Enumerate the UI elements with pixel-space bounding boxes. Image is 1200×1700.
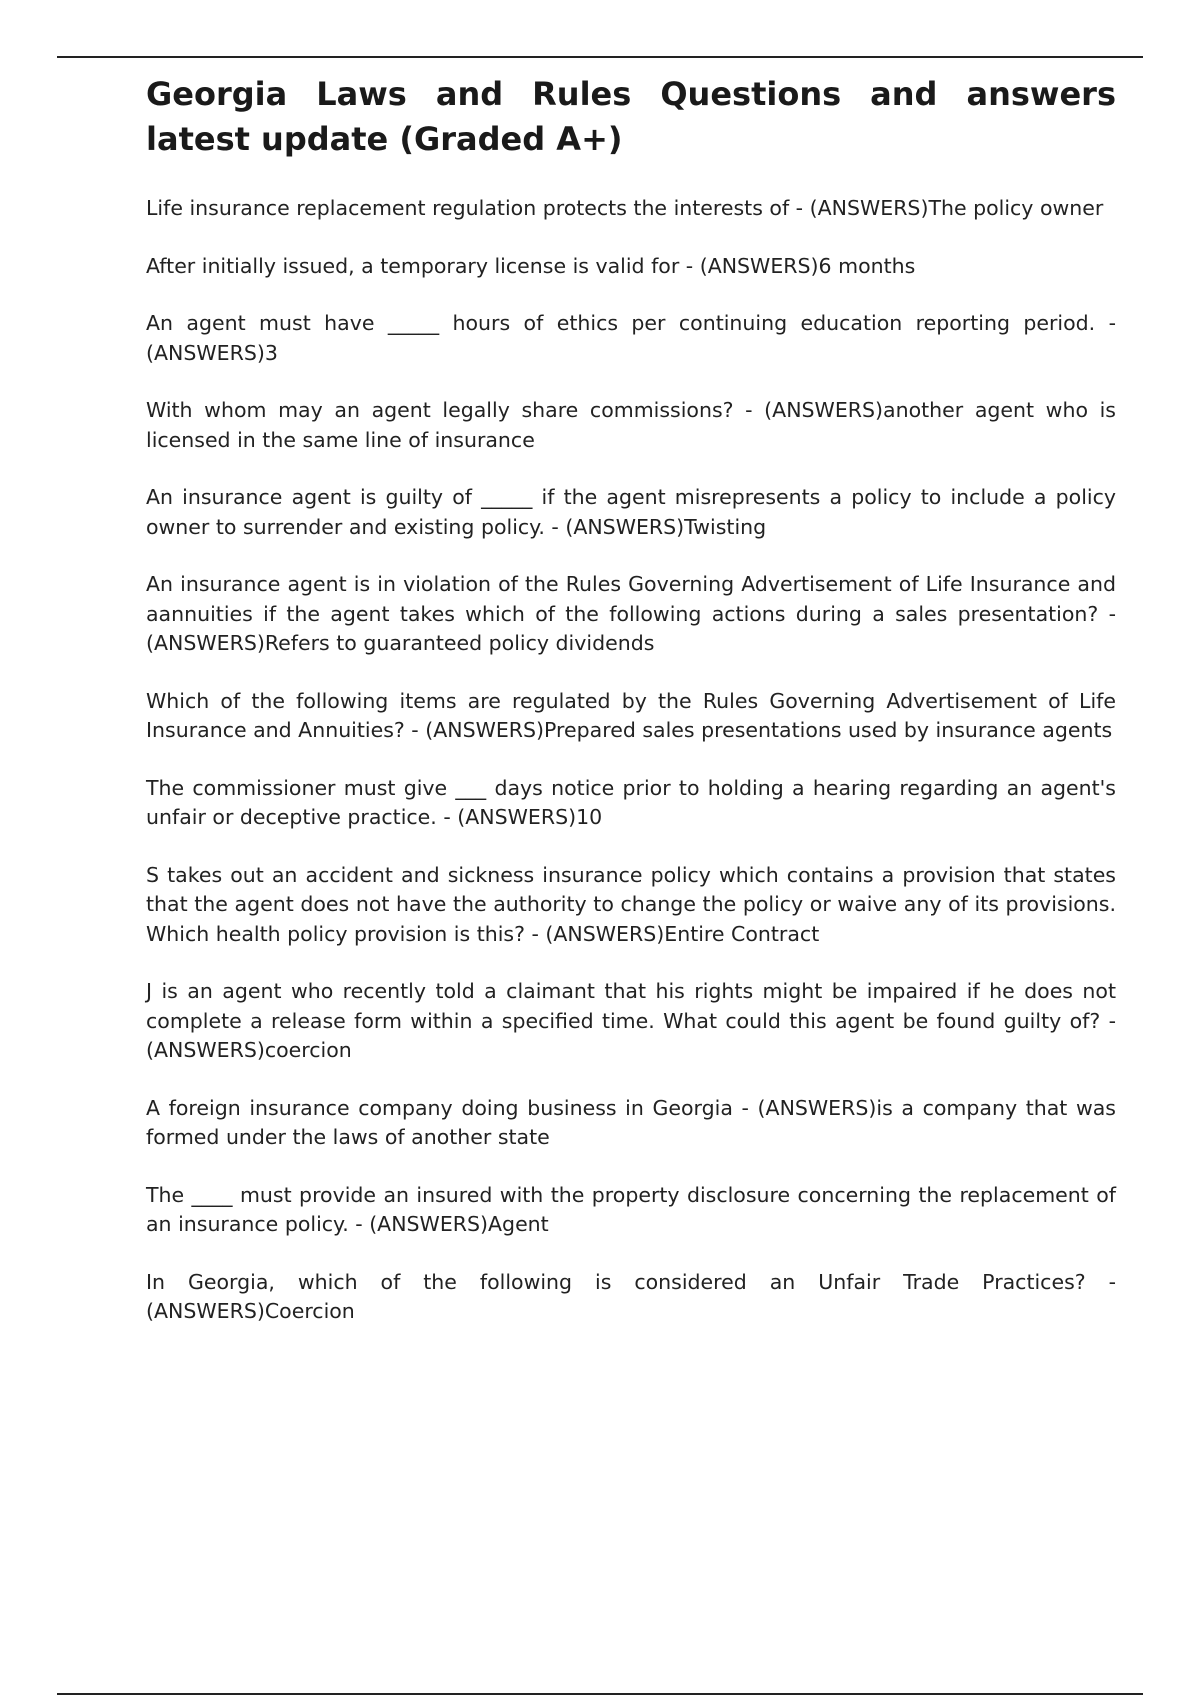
bottom-rule <box>57 1693 1143 1695</box>
document-title: Georgia Laws and Rules Questions and answers latest update (Graded A+) <box>146 75 1116 158</box>
qa-item-11: A foreign insurance company doing business in Georgia - (ANSWERS)is a company that was formed under the laws of another state <box>146 1095 1116 1149</box>
qa-item-2: After initially issued, a temporary license is valid for - (ANSWERS)6 months <box>146 253 916 278</box>
qa-item-6: An insurance agent is in violation of the Rules Governing Advertisement of Life Insurance and aannuities if the agent takes which of the following actions during a sales presentation? - (ANSWERS)Refers to guaranteed policy dividends <box>146 572 1116 655</box>
qa-item-5: An insurance agent is guilty of _____ if the agent misrepresents a policy to include a policy owner to surrender and existing policy. - (ANSWERS)Twisting <box>146 485 1116 539</box>
qa-item-3: An agent must have _____ hours of ethics per continuing education reporting period. - (ANSWERS)3 <box>146 311 1116 365</box>
qa-item-12: The ____ must provide an insured with the property disclosure concerning the replacement of an insurance policy. - (ANSWERS)Agent <box>146 1182 1116 1236</box>
qa-item-4: With whom may an agent legally share commissions? - (ANSWERS)another agent who is licensed in the same line of insurance <box>146 398 1116 452</box>
qa-item-10: J is an agent who recently told a claimant that his rights might be impaired if he does not complete a release form within a specified time. What could this agent be found guilty of? - (ANSWERS)coercion <box>146 979 1116 1062</box>
qa-item-7: Which of the following items are regulated by the Rules Governing Advertisement of Life Insurance and Annuities? - (ANSWERS)Prepared sales presentations used by insurance agents <box>146 688 1116 742</box>
qa-item-1: Life insurance replacement regulation protects the interests of - (ANSWERS)The policy owner <box>146 196 1104 220</box>
top-rule <box>57 56 1143 58</box>
document-body <box>146 72 1116 1355</box>
qa-item-8: The commissioner must give ___ days notice prior to holding a hearing regarding an agent's unfair or deceptive practice. - (ANSWERS)10 <box>146 775 1116 829</box>
qa-item-13: In Georgia, which of the following is considered an Unfair Trade Practices? - (ANSWERS)Coercion <box>146 1269 1116 1323</box>
qa-item-9: S takes out an accident and sickness insurance policy which contains a provision that states that the agent does not have the authority to change the policy or waive any of its provisions. Which health policy provision is this? - (ANSWERS)Entire Contract <box>146 862 1116 946</box>
qa-list <box>146 194 1116 1327</box>
